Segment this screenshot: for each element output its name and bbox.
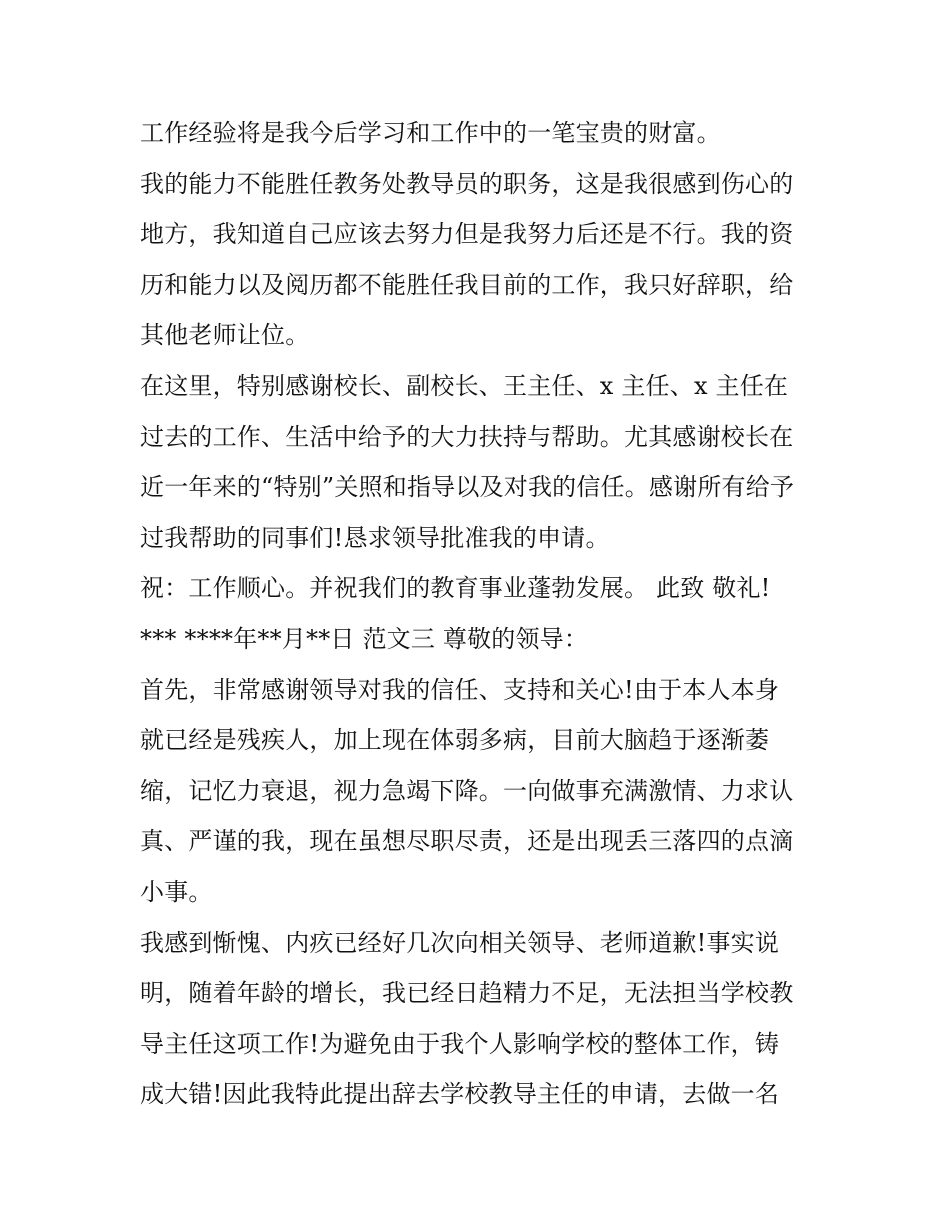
text-line: 我感到惭愧、内疚已经好几次向相关领导、老师道歉!事实说: [140, 928, 780, 957]
text-line: 小事。: [140, 877, 213, 906]
text-line: 我的能力不能胜任教务处教导员的职务，这是我很感到伤心的: [140, 169, 794, 198]
body-text: [140, 108, 820, 1120]
text-line: 其他老师让位。: [140, 321, 310, 350]
text-line: 导主任这项工作!为避免由于我个人影响学校的整体工作，铸: [140, 1029, 780, 1058]
text-line: 工作经验将是我今后学习和工作中的一笔宝贵的财富。: [140, 119, 721, 147]
text-line: *** ****年**月**日 范文三 尊敬的领导：: [140, 624, 589, 653]
text-line: 祝：工作顺心。并祝我们的教育事业蓬勃发展。 此致 敬礼!: [140, 574, 771, 603]
text-line: 首先，非常感谢领导对我的信任、支持和关心!由于本人本身: [140, 675, 780, 704]
text-line: 地方，我知道自己应该去努力但是我努力后还是不行。我的资: [140, 220, 794, 249]
text-line: 缩，记忆力衰退，视力急竭下降。一向做事充满激情、力求认: [140, 776, 794, 805]
text-line: 过去的工作、生活中给予的大力扶持与帮助。尤其感谢校长在: [140, 422, 794, 451]
text-line: 历和能力以及阅历都不能胜任我目前的工作，我只好辞职，给: [140, 270, 794, 299]
text-line: 明，随着年龄的增长，我已经日趋精力不足，无法担当学校教: [140, 979, 794, 1008]
text-line: 成大错!因此我特此提出辞去学校教导主任的申请，去做一名: [140, 1080, 780, 1109]
text-line: 就已经是残疾人，加上现在体弱多病，目前大脑趋于逐渐萎: [140, 726, 770, 755]
text-line: 真、严谨的我，现在虽想尽职尽责，还是出现丢三落四的点滴: [140, 827, 794, 856]
text-line: 过我帮助的同事们!恳求领导批准我的申请。: [140, 523, 610, 552]
text-line: 近一年来的“特别”关照和指导以及对我的信任。感谢所有给予: [140, 473, 795, 502]
text-line: 在这里，特别感谢校长、副校长、王主任、x 主任、x 主任在: [140, 371, 789, 400]
